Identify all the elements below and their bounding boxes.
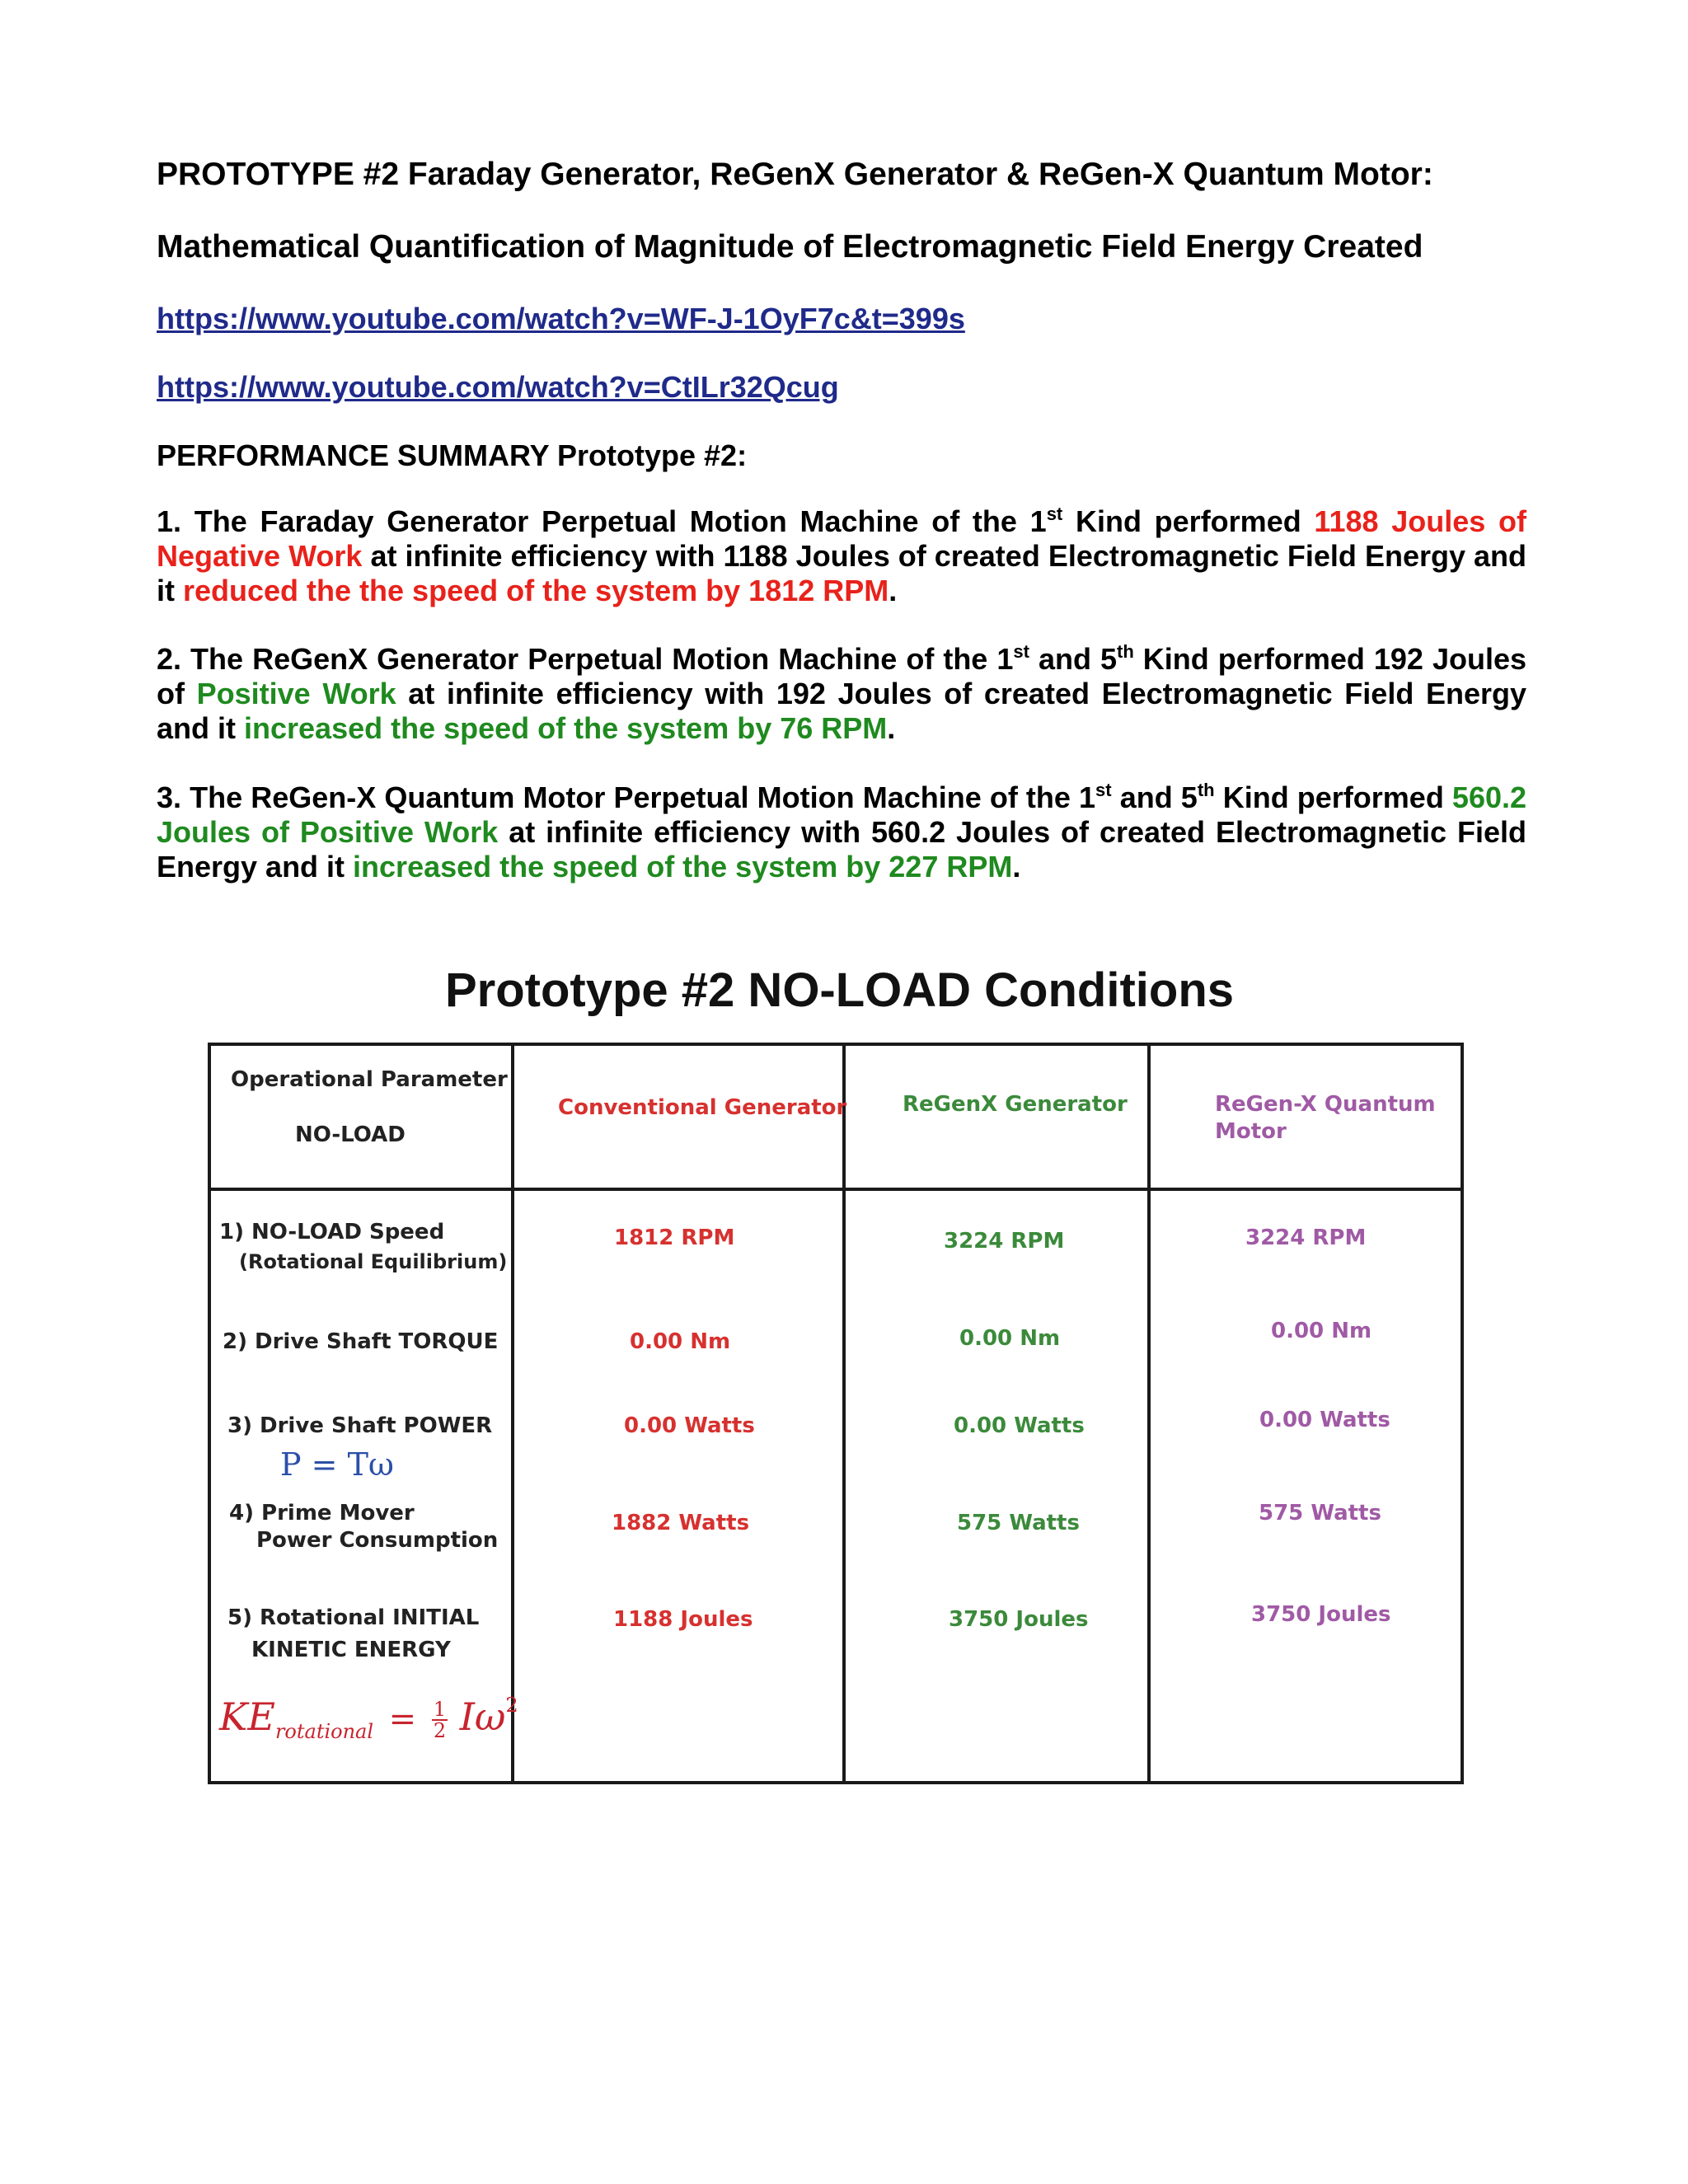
row4-conventional-value: 1882 Watts (612, 1511, 750, 1535)
table-border-bottom (208, 1781, 1464, 1784)
youtube-link-2[interactable]: https://www.youtube.com/watch?v=CtILr32Qcug (157, 370, 839, 404)
row2-regenx-value: 0.00 Nm (959, 1326, 1061, 1351)
power-formula: P = Tω (280, 1446, 394, 1483)
row1-conventional-value: 1812 RPM (614, 1226, 735, 1250)
table-column-divider-2 (842, 1043, 846, 1784)
header-quantum-motor-line1: ReGen-X Quantum (1215, 1092, 1436, 1117)
document-title: PROTOTYPE #2 Faraday Generator, ReGenX Generator & ReGen-X Quantum Motor: (157, 157, 1433, 192)
row1-regenx-value: 3224 RPM (944, 1229, 1065, 1254)
row3-conventional-value: 0.00 Watts (624, 1413, 755, 1438)
row4-quantum-value: 575 Watts (1259, 1501, 1381, 1526)
no-load-conditions-table (208, 1043, 1461, 1784)
summary-paragraph-3: 3. The ReGen-X Quantum Motor Perpetual Motion Machine of the 1st and 5th Kind performed 560.2 Joules of Positive Work at infinite efficiency with 560.2 Joules of created Electromagnetic Field Energy and it increased the speed of the system by 227 RPM. (157, 780, 1527, 883)
table-column-divider-1 (511, 1043, 514, 1784)
row1-label: 1) NO-LOAD Speed (219, 1220, 445, 1244)
row5-sublabel: KINETIC ENERGY (251, 1638, 451, 1662)
header-conventional-generator: Conventional Generator (558, 1095, 847, 1120)
header-parameter-condition: NO-LOAD (295, 1122, 406, 1147)
row2-quantum-value: 0.00 Nm (1271, 1319, 1372, 1343)
row5-conventional-value: 1188 Joules (613, 1607, 753, 1632)
row1-quantum-value: 3224 RPM (1245, 1226, 1367, 1250)
summary-paragraph-2: 2. The ReGenX Generator Perpetual Motion Machine of the 1st and 5th Kind performed 192 Joules of Positive Work at infinite efficiency with 192 Joules of created Electromagnetic Field Energy and it increased the speed of the system by 76 RPM. (157, 641, 1526, 745)
row3-regenx-value: 0.00 Watts (954, 1413, 1085, 1438)
summary-heading: PERFORMANCE SUMMARY Prototype #2: (157, 438, 748, 472)
header-regenx-generator: ReGenX Generator (903, 1092, 1128, 1117)
table-column-divider-3 (1147, 1043, 1151, 1784)
table-border-left (208, 1043, 211, 1784)
header-parameter-label: Operational Parameter (231, 1067, 508, 1092)
table-border-right (1461, 1043, 1464, 1784)
row3-quantum-value: 0.00 Watts (1259, 1408, 1390, 1432)
row2-conventional-value: 0.00 Nm (630, 1329, 731, 1354)
row5-label: 5) Rotational INITIAL (227, 1605, 480, 1630)
youtube-link-1[interactable]: https://www.youtube.com/watch?v=WF-J-1OyF7c&t=399s (157, 302, 965, 335)
document-subtitle: Mathematical Quantification of Magnitude of Electromagnetic Field Energy Created (157, 229, 1423, 265)
summary-paragraph-1: 1. The Faraday Generator Perpetual Motion Machine of the 1st Kind performed 1188 Joules of Negative Work at infinite efficiency with 1188 Joules of created Electromagnetic Field Energy and it reduced the the speed of the system by 1812 RPM. (157, 504, 1527, 607)
row4-label: 4) Prime Mover (229, 1501, 415, 1526)
row4-regenx-value: 575 Watts (957, 1511, 1080, 1535)
row1-sublabel: (Rotational Equilibrium) (239, 1250, 508, 1273)
table-header-divider (208, 1188, 1464, 1191)
row5-regenx-value: 3750 Joules (949, 1607, 1089, 1632)
table-border-top (208, 1043, 1464, 1046)
row4-sublabel: Power Consumption (256, 1528, 499, 1553)
table-title: Prototype #2 NO-LOAD Conditions (445, 963, 1234, 1017)
row5-quantum-value: 3750 Joules (1251, 1602, 1391, 1627)
row2-label: 2) Drive Shaft TORQUE (223, 1329, 499, 1354)
kinetic-energy-formula: $KE_{rotational}$ = $\frac{1}{2}$ $I\omega^2$ (219, 1694, 518, 1743)
row3-label: 3) Drive Shaft POWER (227, 1413, 493, 1438)
header-quantum-motor-line2: Motor (1215, 1119, 1287, 1144)
